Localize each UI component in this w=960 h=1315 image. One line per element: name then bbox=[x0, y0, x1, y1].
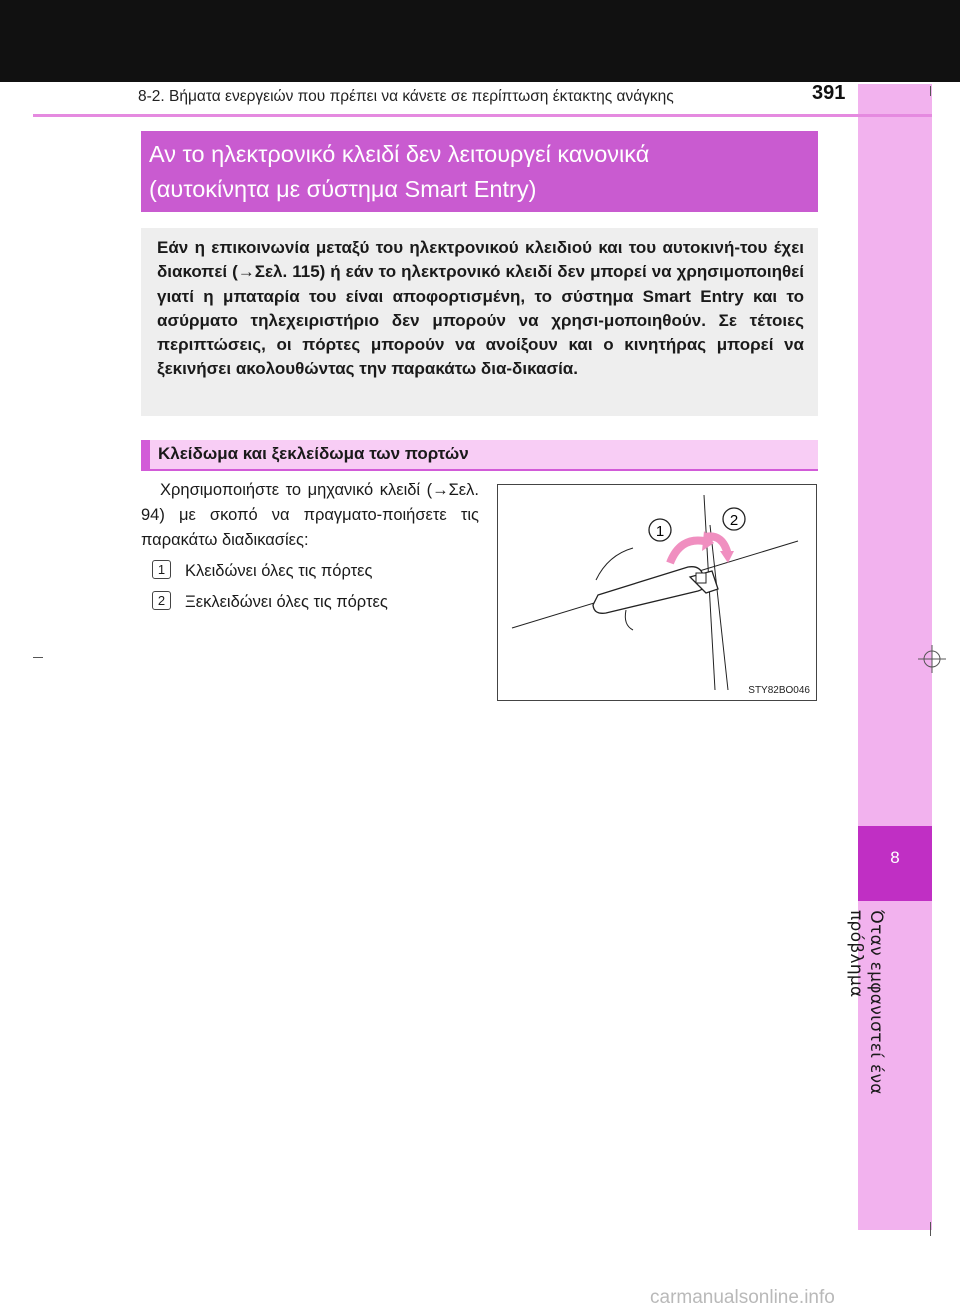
subsection-body-text: Χρησιμοποιήστε το μηχανικό κλειδί (→Σελ. 94) με σκοπό να πραγματο-ποιήσετε τις παρακάτω διαδικασίες: bbox=[141, 481, 479, 549]
door-handle-illustration bbox=[497, 484, 817, 701]
subsection-body bbox=[141, 478, 479, 553]
chapter-number: 8 bbox=[890, 848, 900, 867]
registration-mark bbox=[918, 645, 946, 673]
crop-mark bbox=[930, 1222, 931, 1236]
section-header: 8-2. Βήματα ενεργειών που πρέπει να κάνετε σε περίπτωση έκτακτης ανάγκης bbox=[138, 88, 674, 105]
crop-mark bbox=[930, 86, 931, 96]
step-2 bbox=[152, 591, 388, 612]
top-black-bar bbox=[0, 0, 960, 82]
step-number-badge: 2 bbox=[152, 591, 171, 610]
door-handle-drawing bbox=[498, 485, 816, 700]
title-line-2: (αυτοκίνητα με σύστημα Smart Entry) bbox=[149, 176, 537, 202]
crop-mark bbox=[33, 657, 43, 658]
step-number-badge: 1 bbox=[152, 560, 171, 579]
title-line-1: Αν το ηλεκτρονικό κλειδί δεν λειτουργεί κανονικά bbox=[149, 141, 650, 167]
intro-paragraph: Εάν η επικοινωνία μεταξύ του ηλεκτρονικού κλειδιού και του αυτοκινή-του έχει διακοπεί (→Σελ. 115) ή εάν το ηλεκτρονικό κλειδί δεν μπορεί να χρησιμοποιηθεί γιατί η μπαταρία του είναι αποφορτισμένη, το σύστημα Smart Entry και το ασύρματο τηλεχειριστήριο δεν μπορούν να χρησι-μοποιηθούν. Σε τέτοιες περιπτώσεις, οι πόρτες μπορούν να ανοίξουν και ο κινητήρας μπορεί να ξεκινήσει ακολουθώντας την παρακάτω δια-δικασία. bbox=[141, 228, 818, 416]
watermark: carmanualsonline.info bbox=[650, 1287, 835, 1308]
section-title-box bbox=[141, 131, 818, 212]
callout-1: 1 bbox=[655, 523, 665, 540]
figure-code: STY82BO046 bbox=[748, 685, 810, 696]
header-rule bbox=[33, 114, 932, 117]
step-text: Κλειδώνει όλες τις πόρτες bbox=[185, 562, 373, 580]
step-1 bbox=[152, 560, 372, 581]
subsection-heading: Κλείδωμα και ξεκλείδωμα των πορτών bbox=[141, 440, 818, 471]
step-text: Ξεκλειδώνει όλες τις πόρτες bbox=[185, 593, 388, 611]
chapter-title: Όταν εμφανιστεί ένα πρόβλημα bbox=[846, 910, 886, 1095]
callout-2: 2 bbox=[729, 512, 739, 529]
page-number: 391 bbox=[812, 82, 846, 104]
